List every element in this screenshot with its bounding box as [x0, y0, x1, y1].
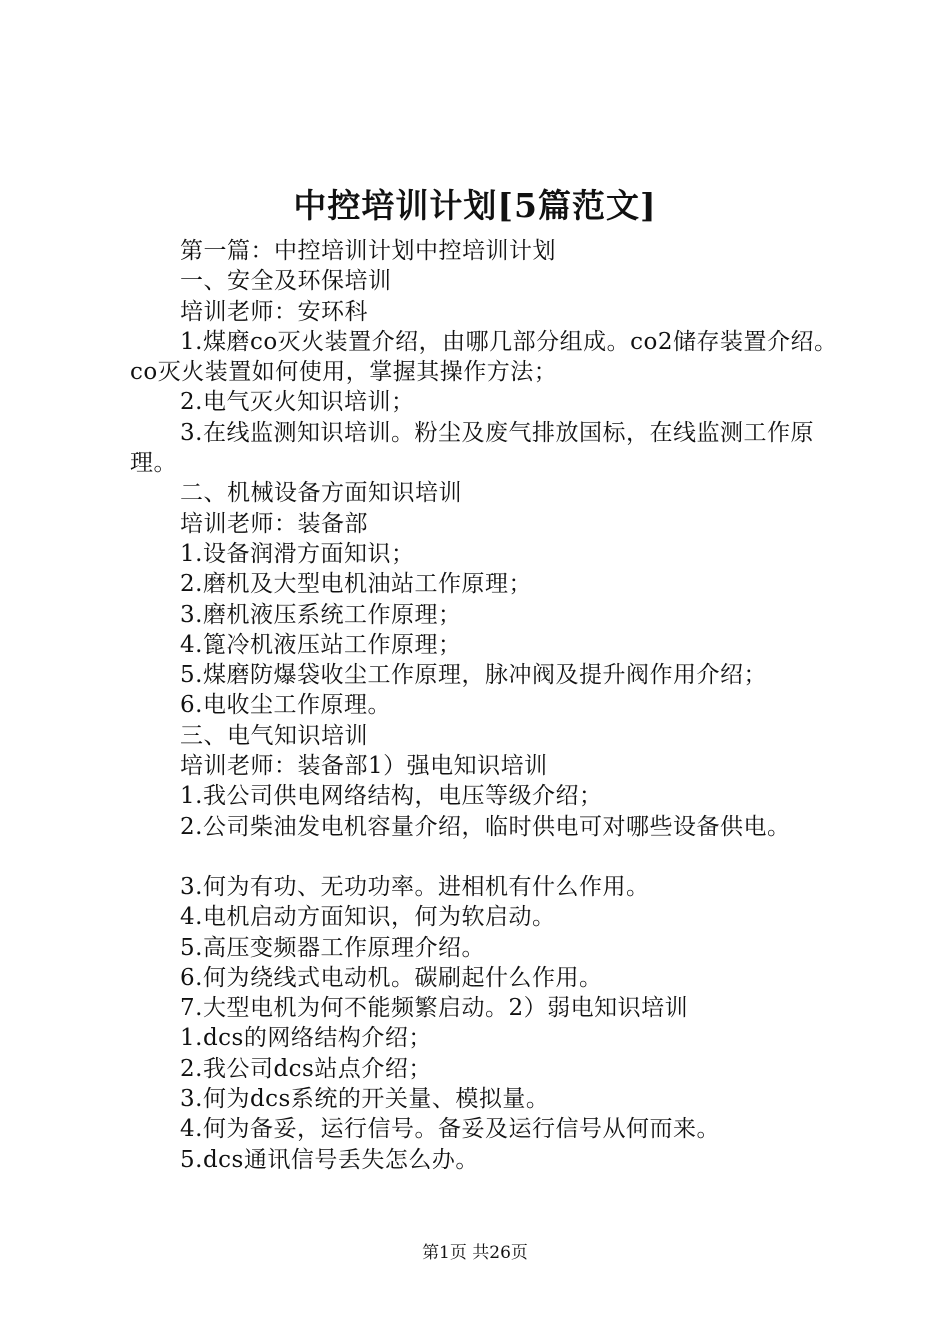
paragraph: 2.公司柴油发电机容量介绍，临时供电可对哪些设备供电。 — [180, 813, 791, 840]
paragraph: 3.何为dcs系统的开关量、模拟量。 — [180, 1086, 550, 1113]
paragraph: 3.磨机液压系统工作原理； — [180, 601, 462, 628]
paragraph: 1.煤磨co灭火装置介绍，由哪几部分组成。co2储存装置介绍。co灭火装置如何使用，掌握其操作方法； — [130, 328, 838, 386]
paragraph: 2.我公司dcs站点介绍； — [180, 1055, 432, 1082]
page-footer: 第1页 共26页 — [422, 1243, 528, 1263]
paragraph: 1.设备润滑方面知识； — [180, 540, 415, 567]
section-heading: 三、电气知识培训 — [180, 722, 368, 749]
paragraph: 2.磨机及大型电机油站工作原理； — [180, 571, 532, 598]
paragraph: 6.何为绕线式电动机。碳刷起什么作用。 — [180, 964, 603, 991]
paragraph: 3.何为有功、无功功率。进相机有什么作用。 — [180, 873, 650, 900]
paragraph: 培训老师：装备部 — [180, 510, 368, 537]
paragraph: 1.dcs的网络结构介绍； — [180, 1025, 432, 1052]
paragraph: 7.大型电机为何不能频繁启动。2）弱电知识培训 — [180, 995, 689, 1022]
paragraph: 4.篦冷机液压站工作原理； — [180, 631, 462, 658]
paragraph: 4.电机启动方面知识，何为软启动。 — [180, 904, 556, 931]
paragraph: 5.高压变频器工作原理介绍。 — [180, 934, 485, 961]
document-title: 中控培训计划[5篇范文] — [293, 186, 657, 225]
paragraph: 2.电气灭火知识培训； — [180, 389, 415, 416]
paragraph: 第一篇：中控培训计划中控培训计划 — [180, 238, 556, 264]
blank-line — [130, 842, 850, 872]
section-heading: 一、安全及环保培训 — [180, 268, 392, 295]
paragraph: 3.在线监测知识培训。粉尘及废气排放国标，在线监测工作原理。 — [130, 419, 814, 477]
paragraph: 4.何为备妥，运行信号。备妥及运行信号从何而来。 — [180, 1116, 720, 1143]
section-heading: 二、机械设备方面知识培训 — [180, 480, 462, 507]
paragraph: 5.煤磨防爆袋收尘工作原理，脉冲阀及提升阀作用介绍； — [180, 662, 767, 689]
paragraph: 培训老师：安环科 — [180, 298, 368, 325]
paragraph: 6.电收尘工作原理。 — [180, 692, 391, 719]
paragraph: 培训老师：装备部1）强电知识培训 — [180, 753, 548, 780]
document-body — [130, 236, 850, 1175]
paragraph: 1.我公司供电网络结构，电压等级介绍； — [180, 783, 603, 810]
paragraph: 5.dcs通讯信号丢失怎么办。 — [180, 1146, 479, 1173]
